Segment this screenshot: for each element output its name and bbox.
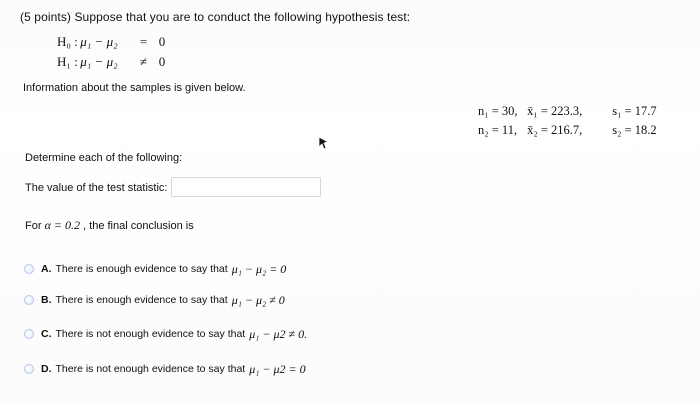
choice-c-math: μ₁ − μ2 ≠ 0. — [249, 327, 308, 341]
alternative-hypothesis — [57, 54, 165, 70]
alternative-hypothesis-value: 0 — [158, 54, 166, 69]
choice-c-text: There is not enough evidence to say that — [55, 328, 246, 340]
choice-d-text: There is not enough evidence to say that — [55, 363, 246, 375]
null-hypothesis-relation: = — [139, 34, 148, 49]
sample-one-size: n₁ = 30, — [478, 104, 518, 118]
choice-d-letter: D. — [41, 363, 52, 375]
radio-circle-icon[interactable] — [24, 329, 34, 339]
significance-level: α = 0.2 — [44, 218, 80, 232]
choice-a[interactable] — [24, 260, 286, 278]
sample-one-mean: x̄₁ = 223.3, — [527, 104, 583, 118]
choice-a-text: There is enough evidence to say that — [55, 263, 228, 275]
sample-one-stats — [478, 103, 657, 119]
problem-prompt: (5 points) Suppose that you are to conduct the following hypothesis test: — [20, 10, 411, 24]
sample-two-sd: s₂ = 18.2 — [612, 123, 657, 137]
radio-circle-icon[interactable] — [24, 295, 34, 305]
radio-circle-icon[interactable] — [24, 364, 34, 374]
null-hypothesis — [57, 34, 165, 50]
sample-two-stats — [478, 122, 657, 138]
test-statistic-input[interactable] — [171, 177, 321, 197]
alternative-hypothesis-relation: ≠ — [139, 54, 148, 69]
significance-suffix: , the final conclusion is — [83, 220, 194, 232]
choice-b-letter: B. — [41, 294, 52, 306]
test-statistic-label: The value of the test statistic: — [25, 182, 168, 194]
mouse-pointer-icon — [318, 136, 330, 150]
null-hypothesis-expression: μ₁ − μ₂ — [80, 34, 118, 49]
choice-a-letter: A. — [41, 263, 52, 275]
choice-b-text: There is enough evidence to say that — [55, 294, 228, 306]
sample-one-sd: s₁ = 17.7 — [612, 104, 657, 118]
choice-b[interactable] — [24, 291, 285, 309]
alternative-hypothesis-label: H₁ : — [57, 54, 78, 69]
choice-b-math: μ₁ − μ₂ ≠ 0 — [231, 293, 285, 307]
significance-prefix: For — [25, 220, 45, 232]
null-hypothesis-label: H₀ : — [57, 34, 78, 49]
null-hypothesis-value: 0 — [158, 34, 166, 49]
choice-c-letter: C. — [41, 328, 52, 340]
choice-c[interactable] — [24, 325, 307, 343]
instruction-text: Determine each of the following: — [25, 152, 183, 164]
choice-d-math: μ₁ − μ2 = 0 — [249, 362, 306, 376]
sample-information-text: Information about the samples is given below. — [23, 82, 246, 94]
radio-circle-icon[interactable] — [24, 264, 34, 274]
sample-two-size: n₂ = 11, — [478, 123, 518, 137]
choice-a-math: μ₁ − μ₂ = 0 — [231, 262, 287, 276]
sample-two-mean: x̄₂ = 216.7, — [527, 123, 583, 137]
alternative-hypothesis-expression: μ₁ − μ₂ — [80, 54, 118, 69]
choice-d[interactable] — [24, 360, 306, 378]
significance-level-line — [25, 218, 194, 233]
